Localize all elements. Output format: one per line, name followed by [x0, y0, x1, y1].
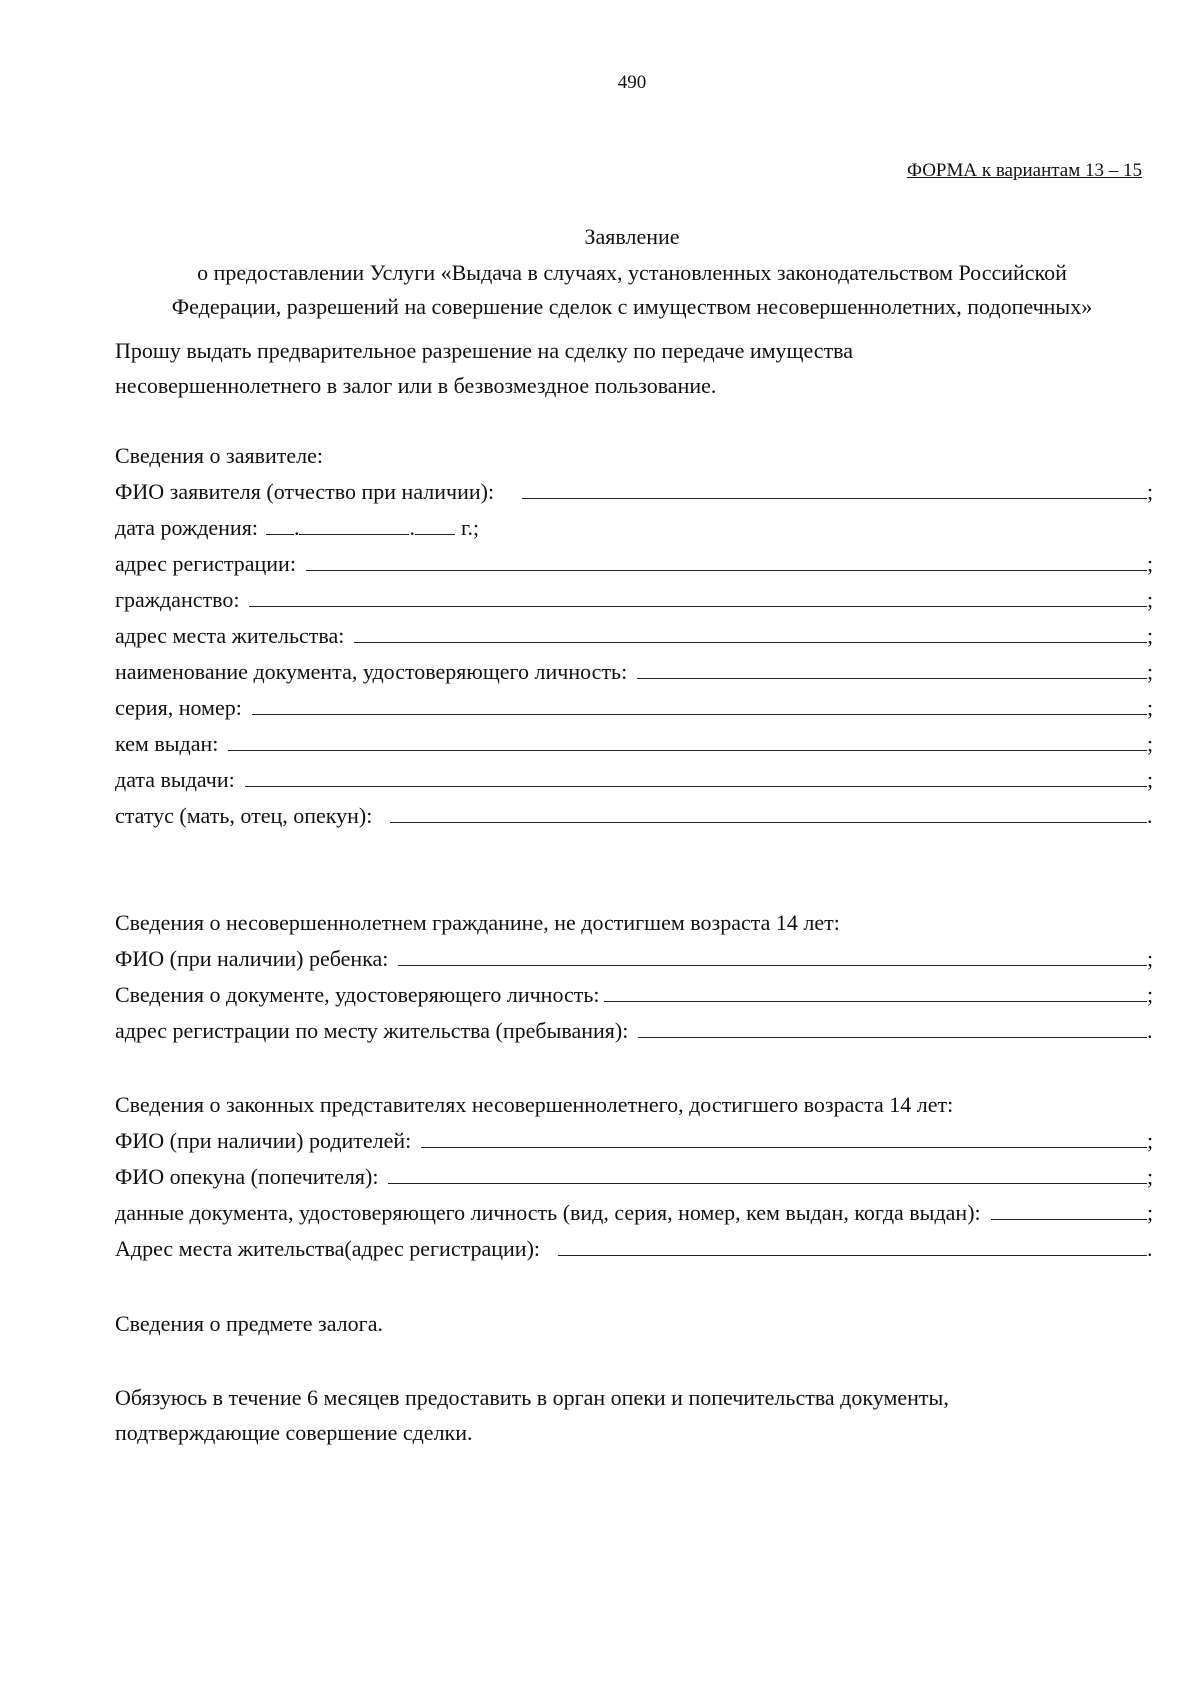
- applicant-issued-by-row: [115, 721, 1155, 757]
- collateral-paragraph: Сведения о предмете залога.: [115, 1311, 383, 1336]
- applicant-reg-address-row: [115, 541, 1155, 577]
- semicolon: ;: [1147, 982, 1154, 1007]
- semicolon: ;: [1147, 946, 1154, 971]
- period: .: [1147, 803, 1153, 828]
- minor-under14-section: [115, 900, 1155, 1044]
- series-number-field[interactable]: [252, 692, 1147, 715]
- dob-day-field[interactable]: [266, 512, 294, 535]
- applicant-citizenship-row: [115, 577, 1155, 613]
- applicant-fio-field[interactable]: [522, 476, 1147, 499]
- obligation-line-1: Обязуюсь в течение 6 месяцев предоставить в орган опеки и попечительства документы,: [115, 1385, 949, 1410]
- id-doc-name-label: наименование документа, удостоверяющего личность:: [115, 659, 628, 684]
- child-id-doc-field[interactable]: [604, 979, 1147, 1002]
- reg-address-label: адрес регистрации:: [115, 551, 296, 576]
- title-line-1: о предоставлении Услуги «Выдача в случаях, установленных законодательством Российской: [197, 260, 1067, 285]
- issued-by-label: кем выдан:: [115, 731, 219, 756]
- dob-suffix: г.;: [460, 515, 480, 540]
- semicolon: ;: [1147, 767, 1154, 792]
- id-doc-data-field[interactable]: [991, 1197, 1147, 1220]
- citizenship-field[interactable]: [249, 584, 1147, 607]
- minor-heading: Сведения о несовершеннолетнем гражданине, не достигшем возраста 14 лет:: [115, 910, 840, 935]
- child-reg-address-field[interactable]: [638, 1015, 1147, 1038]
- page-number: 490: [617, 72, 647, 93]
- guardian-fio-label: ФИО опекуна (попечителя):: [115, 1164, 379, 1189]
- semicolon: ;: [1147, 1128, 1154, 1153]
- rep-address-label: Адрес места жительства(адрес регистрации):: [115, 1236, 541, 1261]
- parents-fio-label: ФИО (при наличии) родителей:: [115, 1128, 412, 1153]
- semicolon: ;: [1147, 587, 1154, 612]
- residence-label: адрес места жительства:: [115, 623, 345, 648]
- request-paragraph: [115, 333, 1155, 403]
- period: .: [1147, 1018, 1153, 1043]
- representatives-section: [115, 1082, 1155, 1262]
- form-reference: ФОРМА к вариантам 13 – 15: [906, 160, 1142, 181]
- citizenship-label: гражданство:: [115, 587, 240, 612]
- child-fio-field[interactable]: [398, 943, 1147, 966]
- applicant-section: [115, 433, 1155, 829]
- semicolon: ;: [1147, 1200, 1154, 1225]
- guardian-fio-field[interactable]: [388, 1161, 1147, 1184]
- child-reg-address-row: [115, 1008, 1155, 1044]
- issue-date-label: дата выдачи:: [115, 767, 235, 792]
- semicolon: ;: [1147, 479, 1154, 504]
- child-fio-row: [115, 936, 1155, 972]
- status-field[interactable]: [390, 800, 1147, 823]
- semicolon: ;: [1147, 695, 1154, 720]
- applicant-residence-row: [115, 613, 1155, 649]
- child-fio-label: ФИО (при наличии) ребенка:: [115, 946, 389, 971]
- semicolon: ;: [1147, 731, 1154, 756]
- semicolon: ;: [1147, 623, 1154, 648]
- dob-separator: .: [409, 515, 415, 540]
- applicant-dob-row: [115, 505, 1155, 541]
- issued-by-field[interactable]: [228, 728, 1147, 751]
- period: .: [1147, 1236, 1153, 1261]
- child-id-doc-label: Сведения о документе, удостоверяющего личность:: [115, 982, 600, 1007]
- applicant-series-row: [115, 685, 1155, 721]
- representatives-heading: Сведения о законных представителях несовершеннолетнего, достигшего возраста 14 лет:: [115, 1092, 954, 1117]
- applicant-id-doc-row: [115, 649, 1155, 685]
- dob-separator: .: [293, 515, 300, 540]
- applicant-fio-label: ФИО заявителя (отчество при наличии):: [115, 479, 495, 504]
- guardian-fio-row: [115, 1154, 1155, 1190]
- reg-address-field[interactable]: [306, 548, 1147, 571]
- applicant-fio-row: [115, 469, 1155, 505]
- child-reg-address-label: адрес регистрации по месту жительства (пребывания):: [115, 1018, 629, 1043]
- dob-month-field[interactable]: [299, 512, 409, 535]
- semicolon: ;: [1147, 551, 1154, 576]
- request-line-2: несовершеннолетнего в залог или в безвозмездное пользование.: [115, 373, 717, 398]
- residence-field[interactable]: [354, 620, 1147, 643]
- series-number-label: серия, номер:: [115, 695, 242, 720]
- parents-fio-row: [115, 1118, 1155, 1154]
- dob-year-field[interactable]: [415, 512, 455, 535]
- semicolon: ;: [1147, 659, 1154, 684]
- title-main: Заявление: [584, 224, 680, 249]
- id-doc-name-field[interactable]: [637, 656, 1147, 679]
- id-doc-data-row: [115, 1190, 1155, 1226]
- issue-date-field[interactable]: [245, 764, 1147, 787]
- obligation-line-2: подтверждающие совершение сделки.: [115, 1420, 473, 1445]
- request-line-1: Прошу выдать предварительное разрешение на сделку по передаче имущества: [115, 338, 854, 363]
- applicant-issue-date-row: [115, 757, 1155, 793]
- rep-address-field[interactable]: [558, 1233, 1147, 1256]
- applicant-heading: Сведения о заявителе:: [115, 443, 324, 468]
- applicant-dob-label: дата рождения:: [115, 515, 258, 540]
- status-label: статус (мать, отец, опекун):: [115, 803, 373, 828]
- title-line-2: Федерации, разрешений на совершение сделок с имуществом несовершеннолетних, подопечных»: [171, 294, 1093, 319]
- semicolon: ;: [1147, 1164, 1154, 1189]
- child-id-doc-row: [115, 972, 1155, 1008]
- rep-address-row: [115, 1226, 1155, 1262]
- applicant-status-row: [115, 793, 1155, 829]
- parents-fio-field[interactable]: [421, 1125, 1147, 1148]
- obligation-paragraph: [115, 1380, 1155, 1450]
- document-title: [110, 220, 1154, 324]
- id-doc-data-label: данные документа, удостоверяющего личность (вид, серия, номер, кем выдан, когда выдан):: [115, 1200, 981, 1225]
